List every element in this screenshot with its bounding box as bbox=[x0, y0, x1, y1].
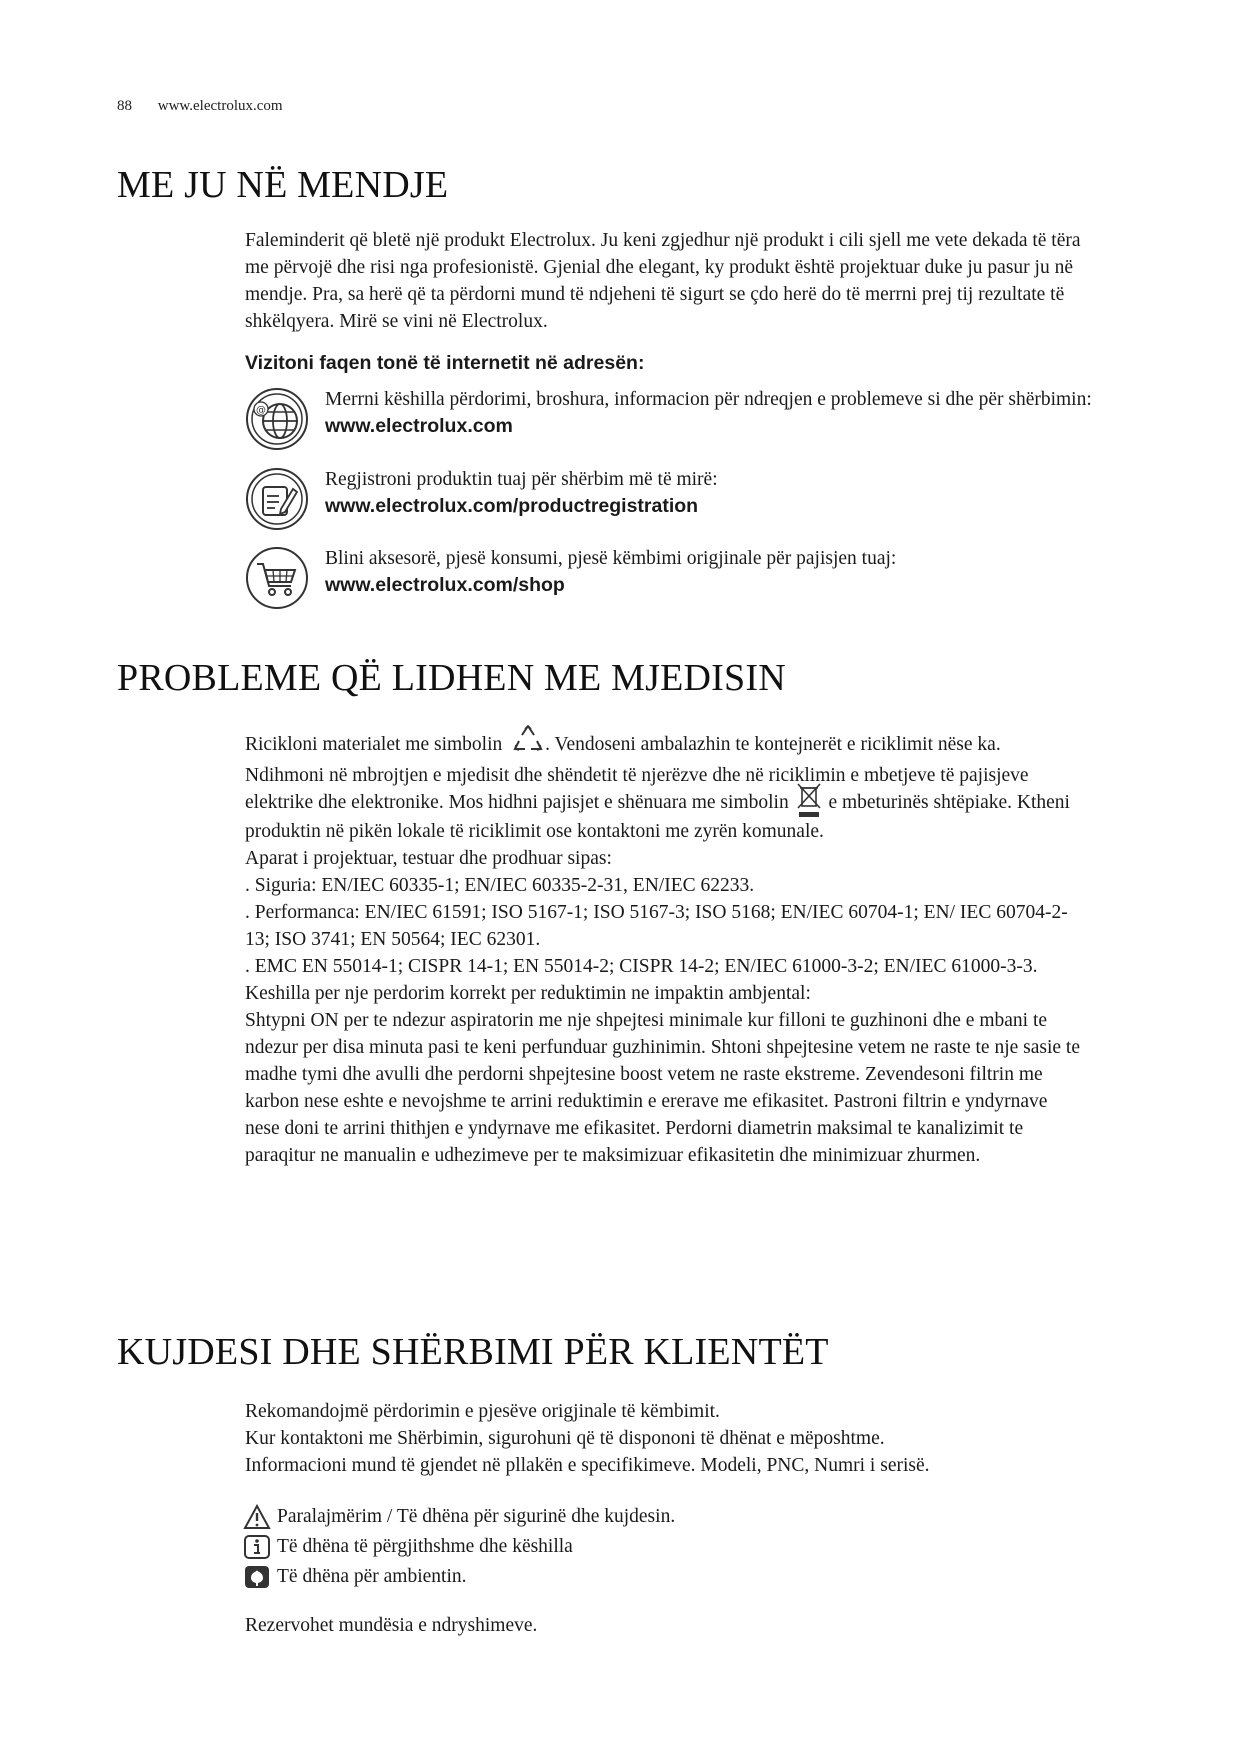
intro-paragraph bbox=[245, 227, 1085, 335]
standard-emc: . EMC EN 55014-1; CISPR 14-1; EN 55014-2; CISPR 14-2; EN/IEC 61000-3-2; EN/IEC 61000-3-3. bbox=[245, 955, 1038, 977]
environment-icon bbox=[243, 1564, 271, 1590]
legend-warning-text: Paralajmërim / Të dhëna për sigurinë dhe kujdesin. bbox=[277, 1506, 676, 1527]
legend-environment-text: Të dhëna për ambientin. bbox=[277, 1566, 467, 1587]
registration-description: Regjistroni produktin tuaj për shërbim më të mirë: bbox=[325, 469, 718, 490]
footer-note-text: Rezervohet mundësia e ndryshimeve. bbox=[245, 1615, 538, 1636]
weee-paragraph bbox=[245, 762, 1085, 845]
legend-info-text: Të dhëna të përgjithshme dhe këshilla bbox=[277, 1536, 573, 1557]
standard-performance: . Performanca: EN/IEC 61591; ISO 5167-1; ISO 5167-3; ISO 5168; EN/IEC 60704-1; EN/ IEC 60704-2-13; ISO 3741; EN 50564; IEC 62301. bbox=[245, 901, 1068, 950]
footer-note bbox=[245, 1612, 1085, 1639]
recycle-icon bbox=[511, 723, 545, 757]
service-line-2: Kur kontaktoni me Shërbimin, sigurohuni që të dispononi të dhënat e mëposhtme. bbox=[245, 1428, 885, 1449]
shop-link[interactable]: www.electrolux.com/shop bbox=[325, 574, 565, 596]
service-line-1: Rekomandojmë përdorimin e pjesëve origjinale të këmbimit. bbox=[245, 1401, 720, 1422]
link-row-text bbox=[325, 546, 1105, 598]
section-title-kujdesi-sherbimi: KUJDESI DHE SHËRBIMI PËR KLIENTËT bbox=[117, 1331, 829, 1373]
page-header bbox=[117, 98, 283, 115]
standard-safety: . Siguria: EN/IEC 60335-1; EN/IEC 60335-2-31, EN/IEC 62233. bbox=[245, 874, 755, 896]
page-number: 88 bbox=[117, 98, 132, 114]
header-url[interactable]: www.electrolux.com bbox=[157, 98, 283, 114]
recycle-text-before: Ricikloni materialet me simbolin bbox=[245, 734, 503, 755]
website-link[interactable]: www.electrolux.com bbox=[325, 415, 513, 437]
shopping-cart-icon bbox=[245, 546, 309, 610]
legend-item-info bbox=[243, 1532, 675, 1562]
legend-item-warning bbox=[243, 1502, 675, 1532]
service-line-3: Informacioni mund të gjendet në pllakën e specifikimeve. Modeli, PNC, Numri i serisë. bbox=[245, 1455, 930, 1476]
section-title-me-ju-ne-mendje: ME JU NË MENDJE bbox=[117, 164, 449, 206]
svg-text:@: @ bbox=[256, 405, 266, 416]
registration-icon bbox=[245, 467, 309, 531]
visit-heading: Vizitoni faqen tonë të internetit në adresën: bbox=[245, 352, 645, 374]
intro-text: Faleminderit që bletë një produkt Electrolux. Ju keni zgjedhur një produkt i cili sjell me vete dekada të tëra me përvojë dhe risi nga profesionistë. Gjenial dhe elegant, ky produkt është projektuar duke ju pasur ju në mendje. Pra, sa herë që ta përdorni mund të ndjeheni të sigurt se çdo herë do të merrni prej tij rezultate të shkëlqyera. Mirë se vini në Electrolux. bbox=[245, 230, 1081, 332]
link-row-text bbox=[325, 387, 1105, 439]
weee-text-after: e mbeturinës shtëpiake. Ktheni produktin në pikën lokale të riciklimit ose kontaktoni me zyrën komunale. bbox=[245, 792, 1070, 842]
website-description: Merrni këshilla përdorimi, broshura, informacion për ndreqjen e problemeve si dhe për shërbimin: bbox=[325, 389, 1092, 410]
service-text bbox=[245, 1398, 1085, 1479]
environment-text bbox=[245, 731, 1085, 1169]
weee-text-before: Ndihmoni në mbrojtjen e mjedisit dhe shëndetit të njerëzve dhe në riciklimin e mbetjeve të pajisjeve elektrike dhe elektronike. Mos hidhni pajisjet e shënuara me simbolin bbox=[245, 765, 1029, 813]
recycle-paragraph bbox=[245, 731, 1085, 758]
recycle-text-after: . Vendoseni ambalazhin te kontejnerët e riciklimit nëse ka. bbox=[545, 734, 1001, 755]
standards-intro: Aparat i projektuar, testuar dhe prodhuar sipas: bbox=[245, 847, 612, 869]
info-icon bbox=[243, 1534, 271, 1560]
symbol-legend bbox=[243, 1502, 675, 1592]
registration-link[interactable]: www.electrolux.com/productregistration bbox=[325, 495, 699, 517]
warning-icon bbox=[243, 1504, 271, 1530]
section-title-probleme-mjedisin: PROBLEME QË LIDHEN ME MJEDISIN bbox=[117, 657, 786, 699]
link-row-text bbox=[325, 467, 1105, 519]
shop-description: Blini aksesorë, pjesë konsumi, pjesë këmbimi origjinale për pajisjen tuaj: bbox=[325, 548, 897, 569]
crossed-bin-icon bbox=[796, 782, 822, 818]
tips-text: Shtypni ON per te ndezur aspiratorin me nje shpejtesi minimale kur filloni te guzhinoni dhe e mbani te ndezur per disa minuta pasi te keni perfunduar guzhinimin. Shtoni shpejtesine vetem ne raste te nje sasie te madhe tymi dhe avulli dhe perdorni shpejtesine boost vetem ne raste ekstreme. Zevendesoni filtrin me karbon nese eshte e nevojshme te arrini reduktimin e ererave me efikasitet. Pastroni filtrin e yndyrnave nese doni te arrini thithjen e yndyrnave me efikasitet. Perdorni diametrin maksimal te kanalizimit te paraqitur ne manualin e udhezimeve per te maksimizuar efikasitetin dhe minimizuar zhurmen. bbox=[245, 1009, 1081, 1166]
legend-item-environment bbox=[243, 1562, 675, 1592]
tips-heading: Keshilla per nje perdorim korrekt per reduktimin ne impaktin ambjental: bbox=[245, 982, 811, 1004]
globe-icon bbox=[245, 387, 309, 451]
